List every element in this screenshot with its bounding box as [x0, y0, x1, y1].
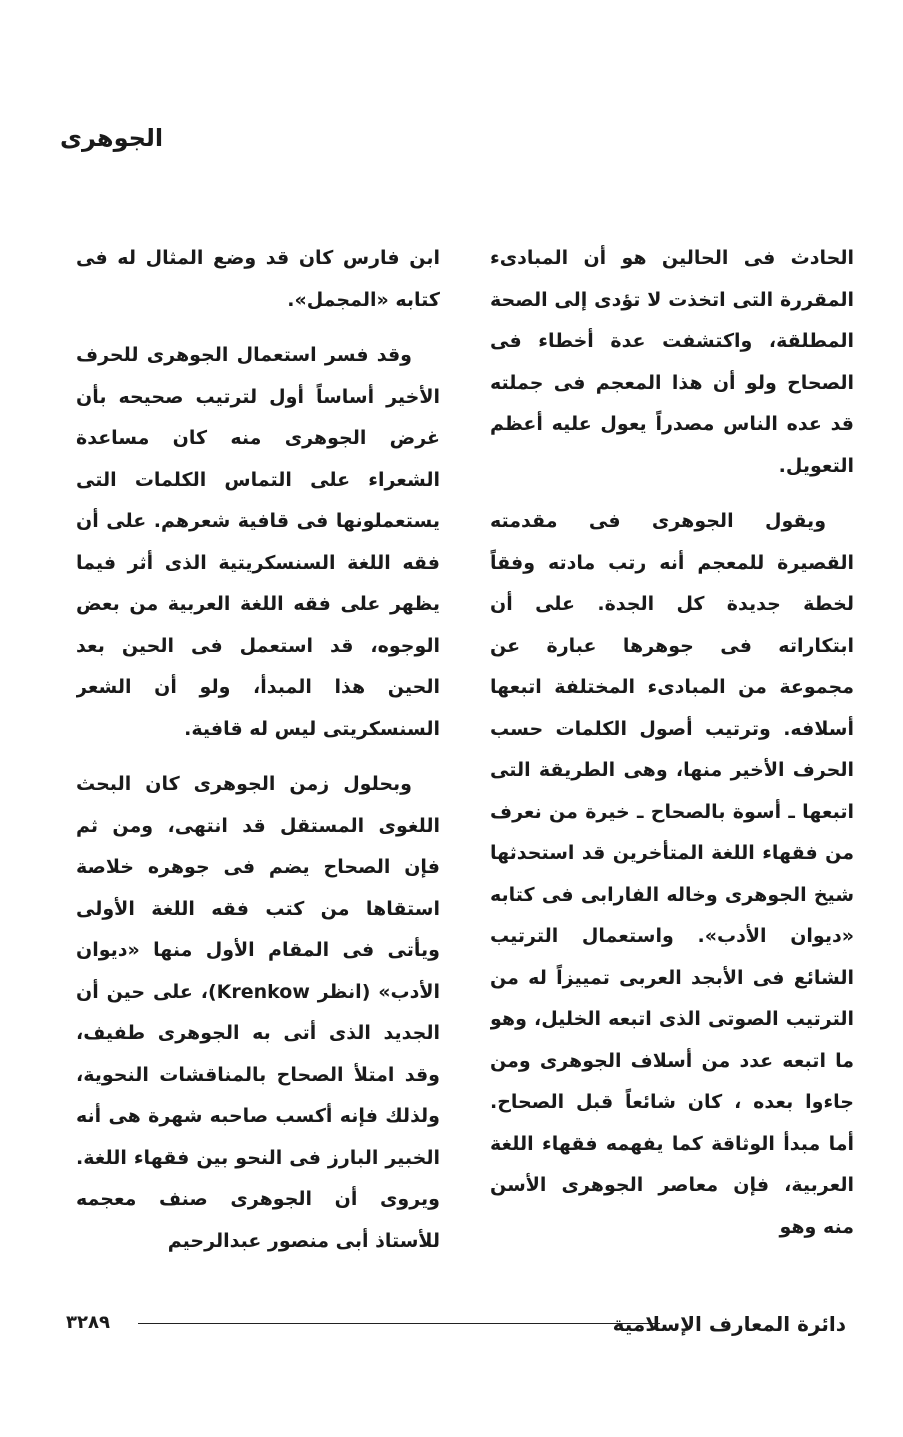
- footer-rule: [138, 1323, 660, 1324]
- paragraph: وبحلول زمن الجوهرى كان البحث اللغوى المستقل قد انتهى، ومن ثم فإن الصحاح يضم فى جوهره خلاصة استقاها من كتب فقه اللغة الأولى ويأتى فى المقام الأول منها «ديوان الأدب» (انظر Krenkow)، على حين أن الجديد الذى أتى به الجوهرى طفيف، وقد امتلأ الصحاح بالمناقشات النحوية، ولذلك فإنه أكسب صاحبه شهرة هى أنه الخبير البارز فى النحو بين فقهاء اللغة. ويروى أن الجوهرى صنف معجمه للأستاذ أبى منصور عبدالرحيم: [76, 773, 440, 1252]
- page-number: ٣٢٨٩: [66, 1312, 110, 1333]
- right-text-column: [490, 238, 854, 1258]
- left-text-column: [76, 238, 440, 1258]
- page-footer: [66, 1312, 846, 1342]
- paragraph: الحادث فى الحالين هو أن المبادىء المقررة التى اتخذت لا تؤدى إلى الصحة المطلقة، واكتشفت عدة أخطاء فى الصحاح ولو أن هذا المعجم فى جملته قد عده الناس مصدراً يعول عليه أعظم التعويل.: [490, 247, 854, 477]
- running-header: الجوهرى: [60, 124, 164, 152]
- publication-title: دائرة المعارف الإسلامية: [612, 1312, 846, 1336]
- paragraph: ابن فارس كان قد وضع المثال له فى كتابه «المجمل».: [76, 247, 440, 311]
- paragraph: ويقول الجوهرى فى مقدمته القصيرة للمعجم أنه رتب مادته وفقاً لخطة جديدة كل الجدة. على أن ابتكاراته فى جوهرها عبارة عن مجموعة من المبادىء المختلفة اتبعها أسلافه. وترتيب أصول الكلمات حسب الحرف الأخير منها، وهى الطريقة التى اتبعها ـ أسوة بالصحاح ـ خيرة من نعرف من فقهاء اللغة المتأخرين قد استحدثها شيخ الجوهرى وخاله الفارابى فى كتابه «ديوان الأدب». واستعمال الترتيب الشائع فى الأبجد العربى تمييزاً له من الترتيب الصوتى الذى اتبعه الخليل، وهو ما اتبعه عدد من أسلاف الجوهرى ومن جاءوا بعده ، كان شائعاً قبل الصحاح. أما مبدأ الوثاقة كما يفهمه فقهاء اللغة العربية، فإن معاصر الجوهرى الأسن منه وهو: [490, 510, 854, 1238]
- paragraph: وقد فسر استعمال الجوهرى للحرف الأخير أساساً أول لترتيب صحيحه بأن غرض الجوهرى منه كان مساعدة الشعراء على التماس الكلمات التى يستعملونها فى قافية شعرهم. على أن فقه اللغة السنسكريتية الذى أثر فيما يظهر على فقه اللغة العربية من بعض الوجوه، قد استعمل فى الحين بعد الحين هذا المبدأ، ولو أن الشعر السنسكريتى ليس له قافية.: [76, 344, 440, 740]
